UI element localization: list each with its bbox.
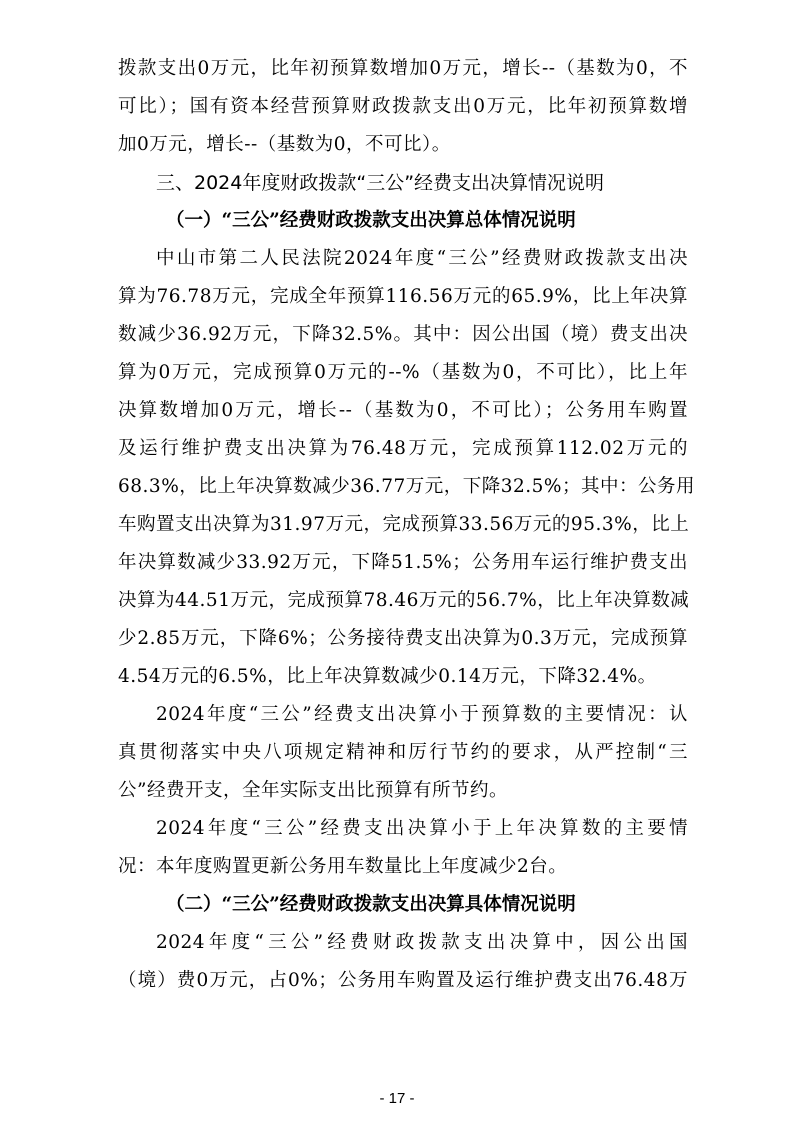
text-line: 及运行维护费支出决算为76.48万元，完成预算112.02万元的 xyxy=(118,438,688,459)
text-line: 2024年度“三公”经费支出决算小于预算数的主要情况：认 xyxy=(156,704,688,725)
text-line: 2024年度“三公”经费支出决算小于上年决算数的主要情 xyxy=(156,818,688,839)
page-number: - 17 - xyxy=(379,1090,415,1107)
subsection-heading: （二）“三公”经费财政拨款支出决算具体情况说明 xyxy=(166,894,576,915)
text-line: 决算为44.51万元，完成预算78.46万元的56.7%，比上年决算数减 xyxy=(118,590,690,611)
text-line: 决算数增加0万元，增长--（基数为0，不可比）；公务用车购置 xyxy=(118,400,688,421)
paragraph-details xyxy=(118,924,688,1000)
text-line: 拨款支出0万元，比年初预算数增加0万元，增长--（基数为0，不 xyxy=(118,58,688,79)
section-heading: 三、2024年度财政拨款“三公”经费支出决算情况说明 xyxy=(156,172,605,194)
text-line: 车购置支出决算为31.97万元，完成预算33.56万元的95.3%，比上 xyxy=(118,514,690,535)
text-line: 算为76.78万元，完成全年预算116.56万元的65.9%，比上年决算 xyxy=(118,286,688,307)
text-line: 公”经费开支，全年实际支出比预算有所节约。 xyxy=(118,780,508,801)
text-line: 4.54万元的6.5%，比上年决算数减少0.14万元，下降32.4%。 xyxy=(118,666,657,687)
text-line: 68.3%，比上年决算数减少36.77万元，下降32.5%；其中：公务用 xyxy=(118,476,696,497)
subsection-heading: （一）“三公”经费财政拨款支出决算总体情况说明 xyxy=(166,210,576,231)
paragraph-prior-year-reason xyxy=(118,810,688,886)
text-line: （境）费0万元，占0%；公务用车购置及运行维护费支出76.48万 xyxy=(118,970,688,991)
text-line: 中山市第二人民法院2024年度“三公”经费财政拨款支出决 xyxy=(156,248,688,269)
paragraph-overview xyxy=(118,240,696,696)
text-line: 算为0万元，完成预算0万元的--%（基数为0，不可比），比上年 xyxy=(118,362,688,383)
paragraph-continuation xyxy=(118,50,688,164)
text-line: 数减少36.92万元，下降32.5%。其中：因公出国（境）费支出决 xyxy=(118,324,688,345)
text-line: 可比）；国有资本经营预算财政拨款支出0万元，比年初预算数增 xyxy=(118,96,688,117)
text-line: 年决算数减少33.92万元，下降51.5%；公务用车运行维护费支出 xyxy=(118,552,688,573)
text-line: 况：本年度购置更新公务用车数量比上年度减少2台。 xyxy=(118,856,568,877)
text-line: 少2.85万元，下降6%；公务接待费支出决算为0.3万元，完成预算 xyxy=(118,628,688,649)
text-line: 加0万元，增长--（基数为0，不可比）。 xyxy=(118,134,451,155)
document-page xyxy=(118,50,696,1000)
paragraph-budget-reason xyxy=(118,696,688,810)
text-line: 真贯彻落实中央八项规定精神和厉行节约的要求，从严控制“三 xyxy=(118,742,688,763)
text-line: 2024年度“三公”经费财政拨款支出决算中，因公出国 xyxy=(156,932,688,953)
